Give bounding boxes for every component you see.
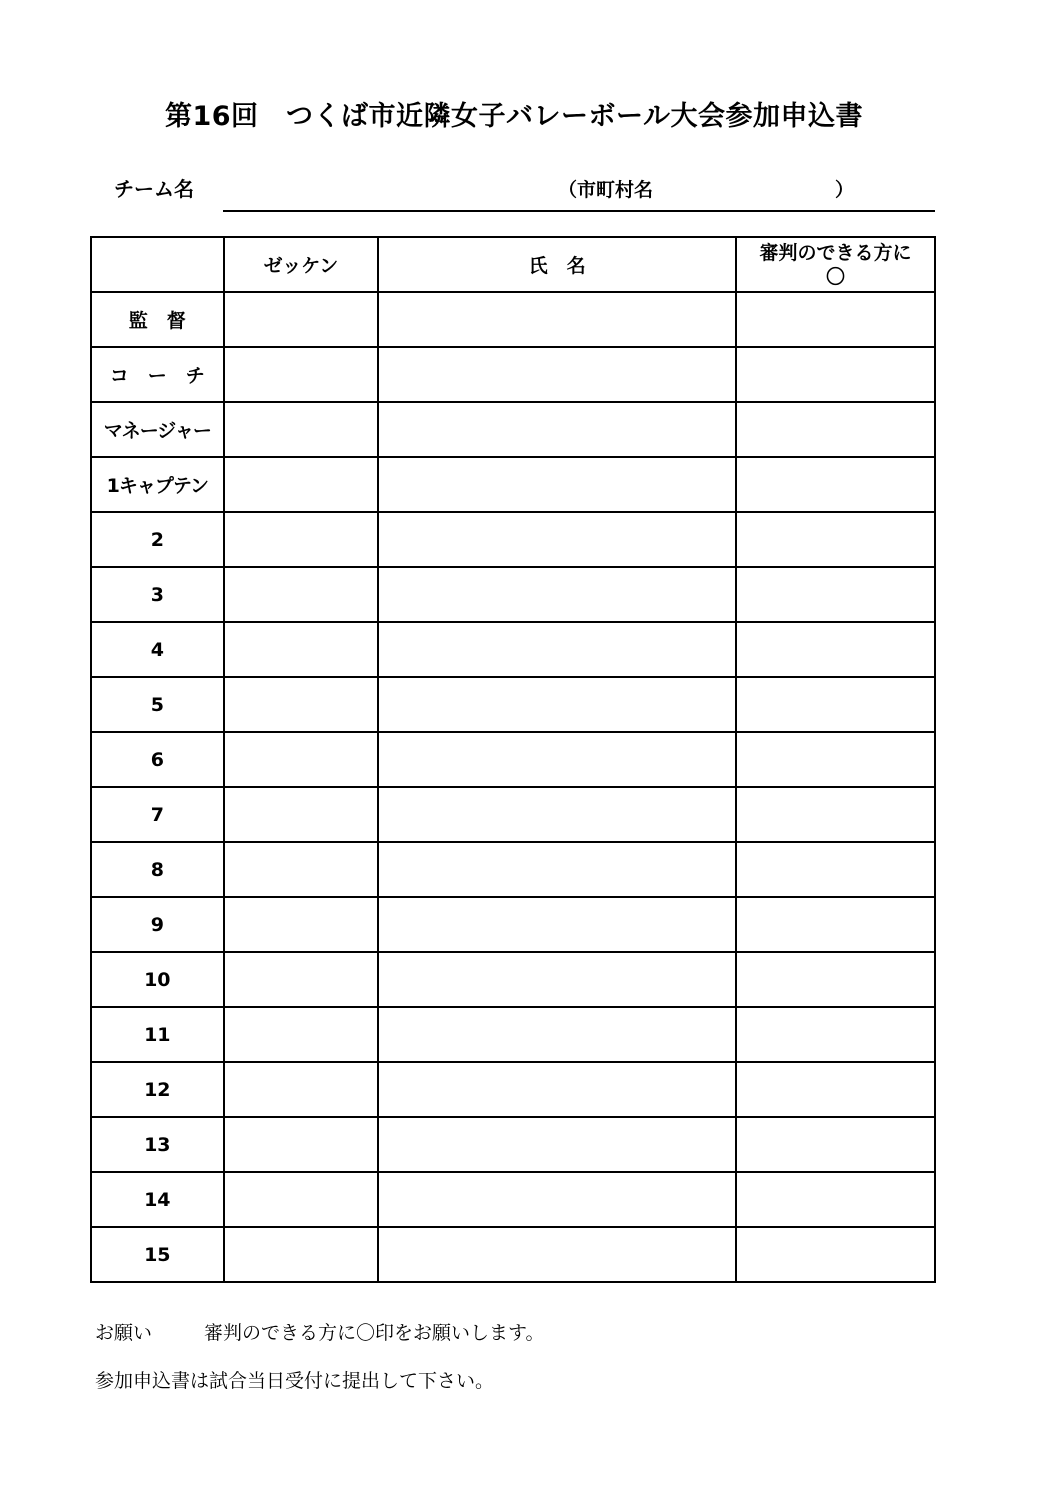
entry-table [90,236,936,1283]
bib-cell[interactable] [224,677,379,732]
row-role: 4 [91,622,224,677]
referee-cell[interactable] [736,292,935,347]
name-cell[interactable] [378,1227,736,1282]
bib-cell[interactable] [224,457,379,512]
name-cell[interactable] [378,567,736,622]
referee-cell[interactable] [736,1117,935,1172]
header-name: 氏 名 [378,237,736,292]
team-name-field[interactable] [223,168,935,212]
table-row [91,1227,935,1282]
request-note-prefix: お願い [95,1322,153,1344]
row-role: 13 [91,1117,224,1172]
referee-cell[interactable] [736,897,935,952]
page-title: 第16回 つくば市近隣女子バレーボール大会参加申込書 [164,101,864,132]
name-cell[interactable] [378,952,736,1007]
row-role: 3 [91,567,224,622]
row-role: 2 [91,512,224,567]
bib-cell[interactable] [224,402,379,457]
table-row [91,457,935,512]
referee-cell[interactable] [736,952,935,1007]
table-row [91,622,935,677]
row-role: コ ー チ [91,347,224,402]
name-cell[interactable] [378,1117,736,1172]
referee-cell[interactable] [736,1007,935,1062]
row-role: 9 [91,897,224,952]
name-cell[interactable] [378,897,736,952]
row-role: 10 [91,952,224,1007]
city-label: （市町村名 [558,179,654,201]
row-role: 15 [91,1227,224,1282]
request-note-text: 審判のできる方に〇印をお願いします。 [204,1322,545,1344]
row-role: 11 [91,1007,224,1062]
city-close-paren: ） [835,179,855,201]
bib-cell[interactable] [224,1172,379,1227]
bib-cell[interactable] [224,1227,379,1282]
bib-cell[interactable] [224,1062,379,1117]
table-row [91,1062,935,1117]
table-row [91,1117,935,1172]
bib-cell[interactable] [224,347,379,402]
team-name-label: チーム名 [114,177,194,201]
name-cell[interactable] [378,732,736,787]
table-row [91,787,935,842]
table-row [91,347,935,402]
bib-cell[interactable] [224,622,379,677]
header-role [91,237,224,292]
referee-cell[interactable] [736,1227,935,1282]
row-role: 8 [91,842,224,897]
bib-cell[interactable] [224,567,379,622]
name-cell[interactable] [378,457,736,512]
bib-cell[interactable] [224,787,379,842]
bib-cell[interactable] [224,842,379,897]
table-row [91,512,935,567]
bib-cell[interactable] [224,897,379,952]
name-cell[interactable] [378,622,736,677]
bib-cell[interactable] [224,1117,379,1172]
table-row [91,1007,935,1062]
referee-cell[interactable] [736,402,935,457]
table-row [91,952,935,1007]
request-note [95,1318,545,1345]
name-cell[interactable] [378,1062,736,1117]
referee-cell[interactable] [736,622,935,677]
header-referee [736,237,935,292]
referee-cell[interactable] [736,512,935,567]
referee-cell[interactable] [736,457,935,512]
row-role: 14 [91,1172,224,1227]
referee-cell[interactable] [736,842,935,897]
name-cell[interactable] [378,292,736,347]
submission-note: 参加申込書は試合当日受付に提出して下さい。 [95,1370,495,1392]
referee-cell[interactable] [736,1172,935,1227]
referee-cell[interactable] [736,347,935,402]
table-row [91,897,935,952]
name-cell[interactable] [378,677,736,732]
table-row [91,677,935,732]
row-role: 監 督 [91,292,224,347]
name-cell[interactable] [378,1172,736,1227]
row-role: 12 [91,1062,224,1117]
row-role: 7 [91,787,224,842]
row-role: 1キャプテン [91,457,224,512]
bib-cell[interactable] [224,512,379,567]
name-cell[interactable] [378,347,736,402]
referee-cell[interactable] [736,732,935,787]
header-referee-circle: 〇 [826,265,846,288]
header-referee-label: 審判のできる方に [759,241,912,264]
name-cell[interactable] [378,402,736,457]
row-role: 5 [91,677,224,732]
table-row [91,1172,935,1227]
header-bib-number: ゼッケン [224,237,379,292]
name-cell[interactable] [378,1007,736,1062]
referee-cell[interactable] [736,567,935,622]
table-row [91,842,935,897]
table-row [91,402,935,457]
bib-cell[interactable] [224,292,379,347]
table-header-row [91,237,935,292]
bib-cell[interactable] [224,1007,379,1062]
table-row [91,292,935,347]
row-role: マネージャー [91,402,224,457]
name-cell[interactable] [378,512,736,567]
row-role: 6 [91,732,224,787]
table-row [91,567,935,622]
bib-cell[interactable] [224,952,379,1007]
referee-cell[interactable] [736,677,935,732]
bib-cell[interactable] [224,732,379,787]
table-row [91,732,935,787]
referee-cell[interactable] [736,1062,935,1117]
referee-cell[interactable] [736,787,935,842]
name-cell[interactable] [378,842,736,897]
name-cell[interactable] [378,787,736,842]
